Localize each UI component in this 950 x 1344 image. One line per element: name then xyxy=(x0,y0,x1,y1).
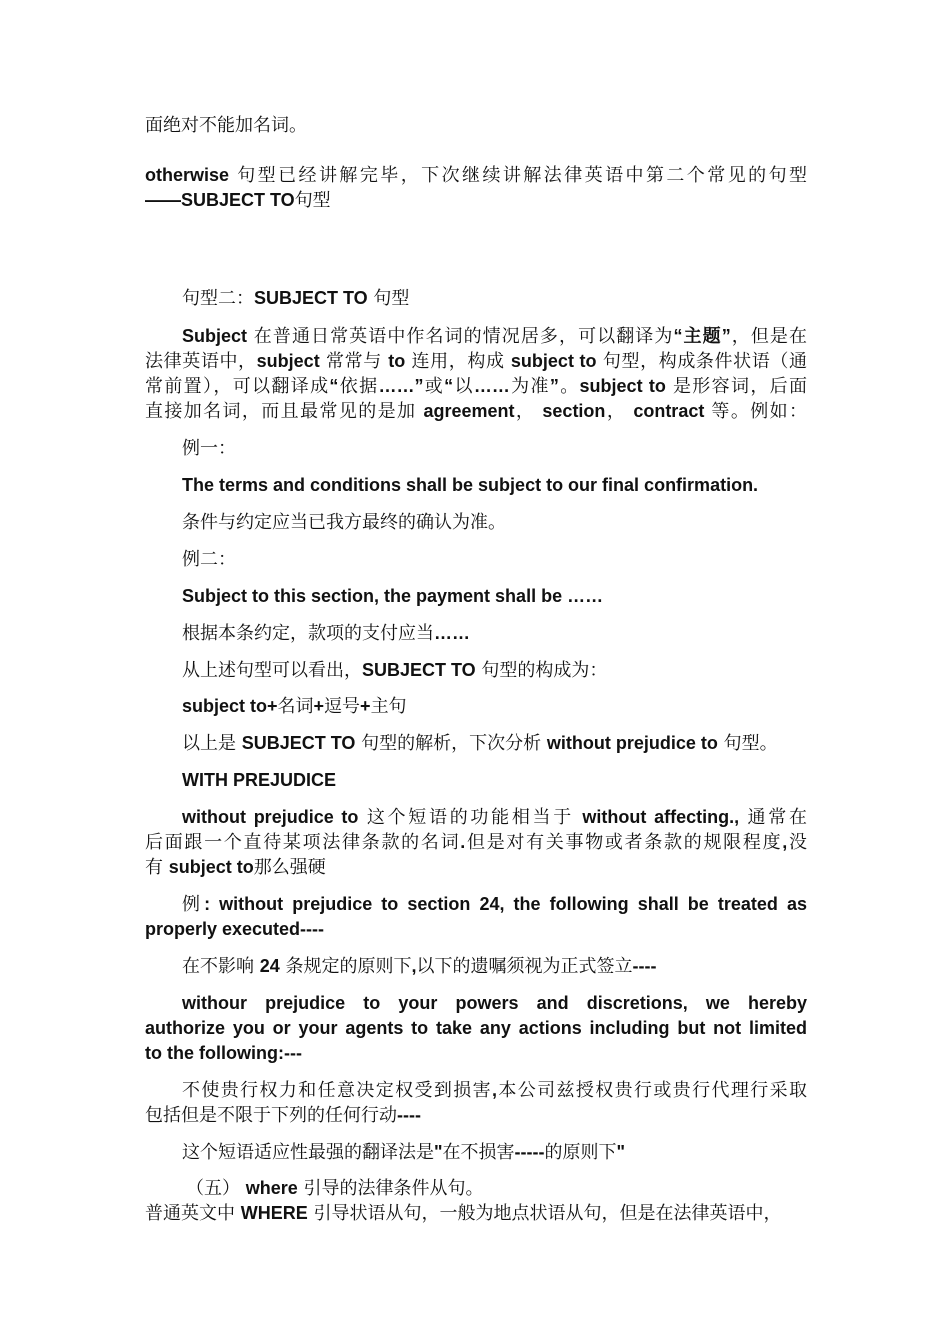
text-line: 在不影响 24 条规定的原则下,以下的遗嘱须视为正式签立---- xyxy=(182,956,657,977)
text-line: 例: without prejudice to section 24, the following shall be treated as xyxy=(182,894,807,915)
text-line: 例二： xyxy=(182,549,236,570)
text-line: The terms and conditions shall be subject to our final confirmation. xyxy=(182,475,759,495)
text-line: 包括但是不限于下列的任何行动---- xyxy=(145,1105,421,1126)
text-line: withour prejudice to your powers and discretions, we hereby xyxy=(182,993,807,1013)
text-line: 根据本条约定，款项的支付应当…… xyxy=(182,623,470,644)
text-line: 这个短语适应性最强的翻译法是"在不损害-----的原则下" xyxy=(182,1142,626,1163)
section-heading: 句型二：SUBJECT TO 句型 xyxy=(182,288,410,309)
text-line: 例一： xyxy=(182,438,236,459)
text-line: 不使贵行权力和任意决定权受到损害,本公司兹授权贵行或贵行代理行采取 xyxy=(182,1080,807,1101)
text-line: subject to+名词+逗号+主句 xyxy=(182,696,407,717)
text-line: 普通英文中 WHERE 引导状语从句，一般为地点状语从句，但是在法律英语中， xyxy=(145,1203,782,1224)
text-line: 常前置），可以翻译成“依据……”或“以……为准”。subject to 是形容词，后面 xyxy=(145,376,807,397)
text-line: properly executed---- xyxy=(145,919,325,939)
section-heading: （五） where 引导的法律条件从句。 xyxy=(186,1178,484,1199)
section-heading: WITH PREJUDICE xyxy=(182,770,337,790)
text-line: Subject to this section, the payment shall be …… xyxy=(182,586,604,606)
text-line: 直接加名词，而且最常见的是加 agreement， section， contract 等。例如： xyxy=(145,401,807,422)
text-line: to the following:--- xyxy=(145,1043,302,1063)
text-line: 面绝对不能加名词。 xyxy=(145,115,307,136)
text-line: without prejudice to 这个短语的功能相当于 without affecting., 通常在 xyxy=(182,807,807,828)
text-line: 条件与约定应当已我方最终的确认为准。 xyxy=(182,512,506,533)
text-line: 法律英语中，subject 常常与 to 连用，构成 subject to 句型，构成条件状语（通 xyxy=(145,351,807,372)
text-line: 后面跟一个直待某项法律条款的名词.但是对有关事物或者条款的规限程度,没 xyxy=(145,832,807,853)
text-line: authorize you or your agents to take any actions including but not limited xyxy=(145,1018,807,1038)
text-line: 从上述句型可以看出，SUBJECT TO 句型的构成为： xyxy=(182,660,608,681)
text-line: Subject 在普通日常英语中作名词的情况居多，可以翻译为“主题”，但是在 xyxy=(182,326,807,347)
text-line: 以上是 SUBJECT TO 句型的解析，下次分析 without prejudice to 句型。 xyxy=(182,733,778,754)
text-line: otherwise 句型已经讲解完毕，下次继续讲解法律英语中第二个常见的句型 xyxy=(145,165,807,186)
text-line: ——SUBJECT TO句型 xyxy=(145,190,331,211)
text-line: 有 subject to那么强硬 xyxy=(145,857,326,878)
